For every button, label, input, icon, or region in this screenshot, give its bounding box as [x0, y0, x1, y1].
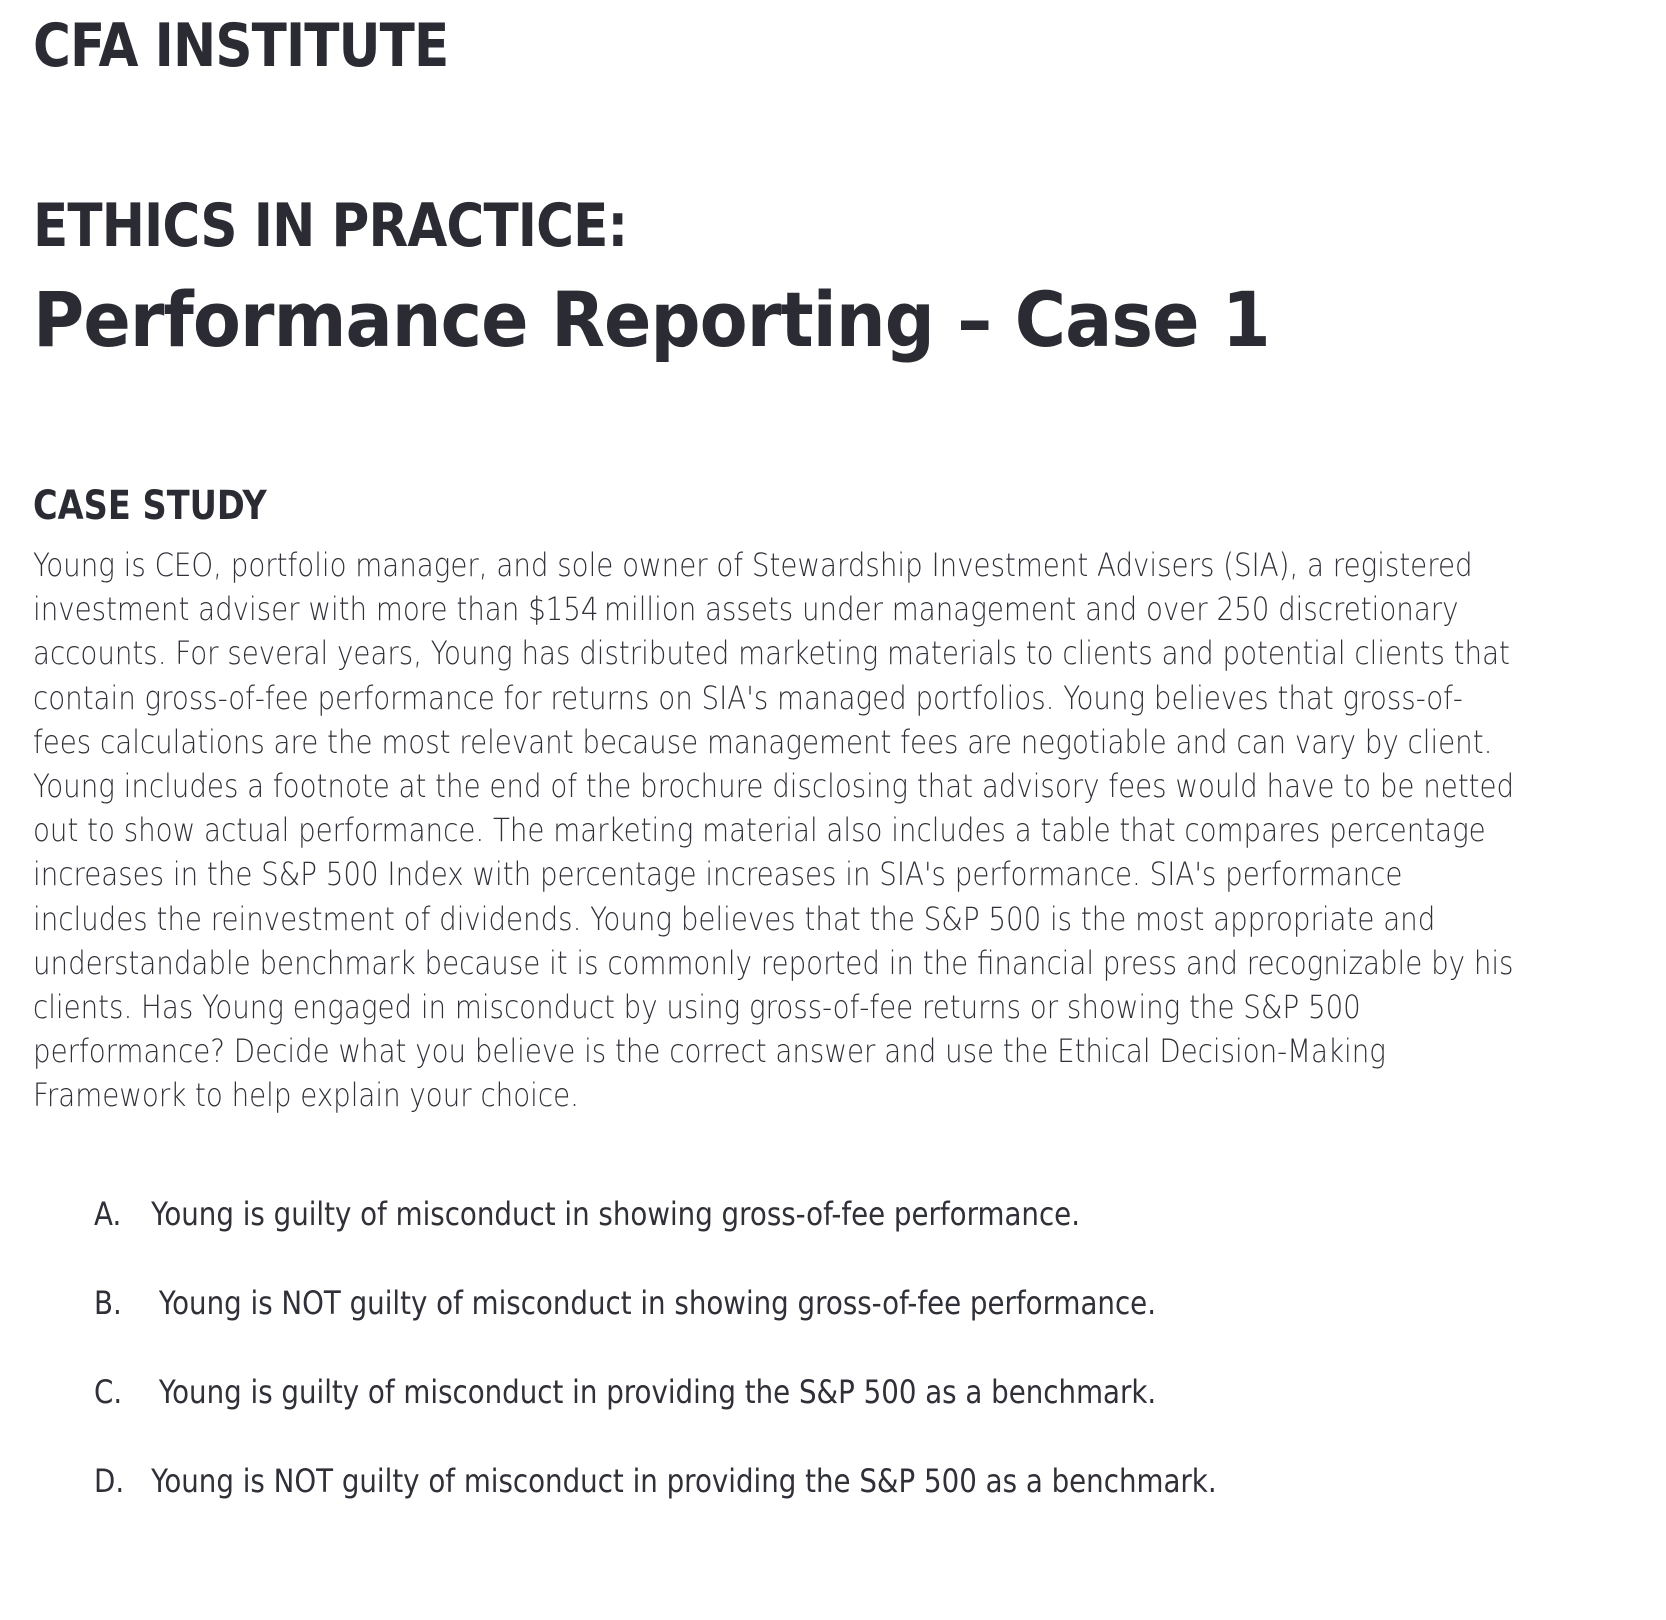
case-study-label: CASE STUDY — [33, 483, 267, 529]
option-letter: A. — [94, 1195, 122, 1233]
series-title: ETHICS IN PRACTICE: — [33, 191, 628, 261]
answer-option-d[interactable] — [94, 1459, 1217, 1503]
case-study-text: Young is CEO, portfolio manager, and sole owner of Stewardship Investment Advisers (SIA), a registered investment adviser with more than $154 million assets under management and over 250 discretionary accounts. For several years, Young has distributed marketing materials to clients and potential clients that contain gross-of-fee performance for returns on SIA's managed portfolios. Young believes that gross-of-fees calculations are the most relevant because management fees are negotiable and can vary by client. Young includes a footnote at the end of the brochure disclosing that advisory fees would have to be netted out to show actual performance. The marketing material also includes a table that compares percentage increases in the S&P 500 Index with percentage increases in SIA's performance. SIA's performance includes the reinvestment of dividends. Young believes that the S&P 500 is the most appropriate and understandable benchmark because it is commonly reported in the financial press and recognizable by his clients. Has Young engaged in misconduct by using gross-of-fee returns or showing the S&P 500 performance? Decide what you believe is the correct answer and use the Ethical Decision-Making Framework to help explain your choice. — [33, 546, 1515, 1115]
page-title: Performance Reporting – Case 1 — [33, 275, 1270, 364]
option-text: Young is NOT guilty of misconduct in providing the S&P 500 as a benchmark. — [151, 1462, 1217, 1500]
option-text: Young is NOT guilty of misconduct in showing gross-of-fee performance. — [158, 1284, 1156, 1322]
answer-option-a[interactable] — [94, 1192, 1080, 1236]
answer-option-b[interactable] — [94, 1281, 1156, 1325]
answer-option-c[interactable] — [94, 1370, 1156, 1414]
option-letter: C. — [94, 1373, 123, 1411]
option-letter: D. — [94, 1462, 125, 1500]
organization-name: CFA INSTITUTE — [33, 11, 449, 81]
option-letter: B. — [94, 1284, 122, 1322]
option-text: Young is guilty of misconduct in providing the S&P 500 as a benchmark. — [158, 1373, 1157, 1411]
option-text: Young is guilty of misconduct in showing gross-of-fee performance. — [151, 1195, 1081, 1233]
